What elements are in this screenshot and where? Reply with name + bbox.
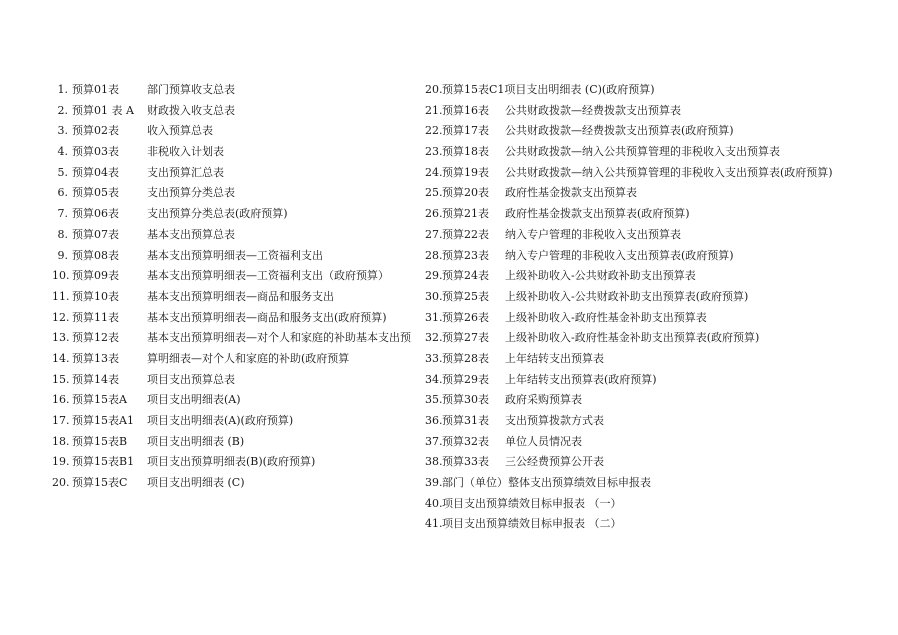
item-number: 1. — [57, 83, 68, 96]
item-number: 35. — [425, 393, 443, 407]
list-item — [52, 101, 422, 122]
list-item — [52, 246, 422, 267]
item-number: 28. — [425, 248, 443, 262]
item-code: 预算04表 — [72, 165, 119, 179]
list-item — [52, 390, 422, 411]
list-item — [425, 101, 895, 122]
list-item — [425, 328, 895, 349]
item-code: 预算33表 — [442, 455, 489, 469]
item-title: 非税收入计划表 — [147, 145, 224, 159]
item-number: 30. — [425, 289, 443, 303]
item-number: 34. — [425, 372, 443, 386]
item-code: 预算28表 — [442, 351, 489, 365]
item-number: 16. — [52, 393, 70, 407]
item-title: 公共财政拨款—纳入公共预算管理的非税收入支出预算表(政府预算) — [505, 165, 833, 179]
list-item — [52, 225, 422, 246]
item-title: 项目支出明细表 (B) — [147, 434, 245, 448]
item-number: 31. — [425, 310, 443, 324]
item-number: 38. — [425, 455, 443, 469]
item-code: 预算09表 — [72, 269, 119, 283]
list-item — [52, 452, 422, 473]
list-item — [425, 411, 895, 432]
item-code: 预算29表 — [442, 372, 489, 386]
item-number: 32. — [425, 331, 443, 345]
list-item — [425, 142, 895, 163]
item-code: 预算12表 — [72, 331, 119, 345]
list-item — [52, 80, 422, 101]
item-number: 3. — [57, 124, 68, 138]
item-title: 支出预算分类总表 — [147, 186, 235, 200]
item-number: 13. — [52, 331, 70, 345]
item-title: 基本支出预算总表 — [147, 227, 235, 241]
item-title: 项目支出明细表 (C) — [147, 476, 245, 490]
list-item — [52, 266, 422, 287]
item-code: 预算22表 — [442, 227, 489, 241]
item-code: 预算23表 — [442, 248, 489, 262]
item-number: 26. — [425, 207, 443, 221]
item-title: 支出预算拨款方式表 — [505, 414, 604, 427]
list-item — [425, 204, 895, 225]
list-item — [52, 308, 422, 329]
item-title: 算明细表—对个人和家庭的补助(政府预算 — [147, 351, 350, 365]
item-code: 预算07表 — [72, 227, 119, 241]
item-title: 上级补助收入-政府性基金补助支出预算表(政府预算) — [505, 331, 760, 345]
item-number: 21. — [425, 103, 443, 117]
item-code: 预算27表 — [442, 331, 489, 345]
item-number: 36. — [425, 414, 443, 427]
item-code: 预算06表 — [72, 207, 119, 221]
item-number: 40. — [425, 496, 443, 510]
list-item — [425, 163, 895, 184]
item-title: 单位人员情况表 — [505, 434, 582, 448]
item-title: 基本支出预算明细表—对个人和家庭的补助基本支出预 — [147, 331, 411, 345]
item-code: 预算21表 — [442, 207, 489, 221]
item-number: 15. — [52, 372, 70, 386]
item-code: 预算14表 — [72, 372, 119, 386]
item-title: 基本支出预算明细表—工资福利支出（政府预算） — [147, 269, 389, 283]
item-number: 39. — [425, 476, 443, 490]
item-title: 上年结转支出预算表 — [505, 351, 604, 365]
item-number: 19. — [52, 455, 70, 469]
list-item — [52, 163, 422, 184]
item-number: 12. — [52, 310, 70, 324]
list-item — [425, 432, 895, 453]
item-code: 预算19表 — [442, 165, 489, 179]
item-title: 收入预算总表 — [147, 124, 213, 138]
list-item — [52, 287, 422, 308]
item-number: 20. — [425, 83, 443, 96]
item-title: 上级补助收入-政府性基金补助支出预算表 — [505, 310, 707, 324]
item-title: 公共财政拨款—经费拨款支出预算表(政府预算) — [505, 124, 734, 138]
item-number: 25. — [425, 186, 443, 200]
item-number: 5. — [57, 165, 68, 179]
list-item — [52, 411, 422, 432]
item-code: 预算05表 — [72, 186, 119, 200]
item-code: 预算15表C1项目支出明细表 (C)(政府预算) — [442, 83, 655, 96]
item-number: 20. — [52, 476, 70, 490]
item-number: 27. — [425, 227, 443, 241]
item-title: 项目支出预算总表 — [147, 372, 235, 386]
list-item — [425, 308, 895, 329]
list-item — [52, 121, 422, 142]
list-item — [52, 370, 422, 391]
item-title: 支出预算分类总表(政府预算) — [147, 207, 288, 221]
list-item — [425, 390, 895, 411]
item-title: 政府性基金拨款支出预算表 — [505, 186, 637, 200]
item-code: 部门（单位）整体支出预算绩效目标申报表 — [442, 476, 651, 490]
item-code: 预算02表 — [72, 124, 119, 138]
item-code: 预算26表 — [442, 310, 489, 324]
item-code: 预算03表 — [72, 145, 119, 159]
item-code: 预算15表A — [72, 393, 127, 407]
item-number: 23. — [425, 145, 443, 159]
item-code: 预算10表 — [72, 289, 119, 303]
item-code: 预算24表 — [442, 269, 489, 283]
item-title: 三公经费预算公开表 — [505, 455, 604, 469]
item-title: 项目支出预算明细表(B)(政府预算) — [147, 455, 316, 469]
item-number: 14. — [52, 351, 70, 365]
item-number: 6. — [57, 186, 68, 200]
item-title: 项目支出明细表(A) — [147, 393, 241, 407]
list-item — [52, 204, 422, 225]
list-item — [425, 121, 895, 142]
item-number: 41. — [425, 517, 443, 531]
item-title: 上级补助收入-公共财政补助支出预算表(政府预算) — [505, 289, 749, 303]
item-number: 33. — [425, 351, 443, 365]
item-number: 37. — [425, 434, 443, 448]
item-code: 预算15表C — [72, 476, 128, 490]
list-item — [425, 183, 895, 204]
list-item — [52, 432, 422, 453]
list-item — [425, 473, 895, 494]
item-number: 18. — [52, 434, 70, 448]
item-title: 纳入专户管理的非税收入支出预算表(政府预算) — [505, 248, 734, 262]
list-item — [52, 349, 422, 370]
list-item — [425, 225, 895, 246]
item-number: 10. — [52, 269, 70, 283]
list-item — [425, 349, 895, 370]
item-code: 项目支出预算绩效目标申报表 （二） — [442, 517, 622, 531]
item-title: 公共财政拨款—经费拨款支出预算表 — [505, 103, 681, 117]
item-title: 基本支出预算明细表—商品和服务支出 — [147, 289, 334, 303]
list-item — [425, 514, 895, 535]
item-title: 上级补助收入-公共财政补助支出预算表 — [505, 269, 696, 283]
item-code: 项目支出预算绩效目标申报表 （一） — [442, 496, 622, 510]
item-title: 政府性基金拨款支出预算表(政府预算) — [505, 207, 690, 221]
item-title: 上年结转支出预算表(政府预算) — [505, 372, 657, 386]
list-item — [52, 142, 422, 163]
item-title: 政府采购预算表 — [505, 393, 582, 407]
item-code: 预算15表A1 — [72, 414, 134, 427]
item-code: 预算11表 — [72, 310, 119, 324]
item-number: 7. — [57, 207, 68, 221]
list-item — [425, 287, 895, 308]
item-title: 纳入专户管理的非税收入支出预算表 — [505, 227, 681, 241]
item-number: 4. — [57, 145, 68, 159]
item-code: 预算08表 — [72, 248, 119, 262]
left-column — [52, 80, 422, 494]
list-item — [425, 494, 895, 515]
item-number: 9. — [57, 248, 68, 262]
item-code: 预算20表 — [442, 186, 489, 200]
list-item — [52, 473, 422, 494]
list-item — [52, 328, 422, 349]
item-code: 预算18表 — [442, 145, 489, 159]
item-title: 财政拨入收支总表 — [147, 103, 235, 117]
item-code: 预算01 表 A — [72, 103, 134, 117]
item-number: 17. — [52, 414, 70, 427]
item-title: 基本支出预算明细表—商品和服务支出(政府预算) — [147, 310, 387, 324]
list-item — [425, 266, 895, 287]
item-number: 2. — [57, 103, 68, 117]
item-title: 项目支出明细表(A)(政府预算) — [147, 414, 294, 427]
item-number: 29. — [425, 269, 443, 283]
item-code: 预算16表 — [442, 103, 489, 117]
item-code: 预算15表B — [72, 434, 128, 448]
item-title: 支出预算汇总表 — [147, 165, 224, 179]
right-column — [425, 80, 895, 535]
list-item — [425, 452, 895, 473]
list-item — [425, 246, 895, 267]
item-code: 预算31表 — [442, 414, 489, 427]
item-number: 11. — [52, 289, 70, 303]
list-item — [425, 80, 895, 101]
item-code: 预算15表B1 — [72, 455, 135, 469]
item-code: 预算30表 — [442, 393, 489, 407]
item-number: 22. — [425, 124, 443, 138]
item-number: 8. — [57, 227, 68, 241]
item-title: 公共财政拨款—纳入公共预算管理的非税收入支出预算表 — [505, 145, 780, 159]
item-code: 预算25表 — [442, 289, 489, 303]
item-code: 预算01表 — [72, 83, 119, 96]
list-item — [52, 183, 422, 204]
item-number: 24. — [425, 165, 443, 179]
item-code: 预算13表 — [72, 351, 119, 365]
item-title: 部门预算收支总表 — [147, 83, 235, 96]
item-code: 预算17表 — [442, 124, 489, 138]
item-code: 预算32表 — [442, 434, 489, 448]
item-title: 基本支出预算明细表—工资福利支出 — [147, 248, 323, 262]
list-item — [425, 370, 895, 391]
